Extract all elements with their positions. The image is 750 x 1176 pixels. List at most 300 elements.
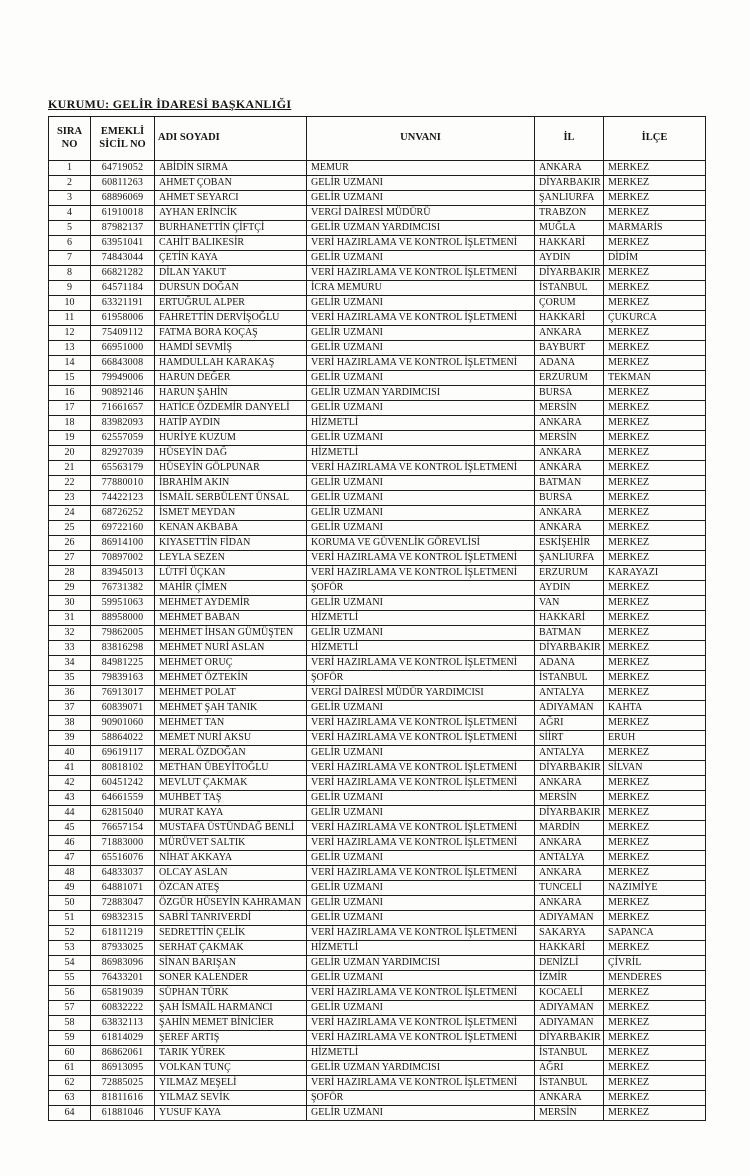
cell-name: İSMET MEYDAN — [155, 506, 307, 521]
cell-title: GELİR UZMANI — [307, 326, 535, 341]
table-row — [49, 206, 706, 221]
cell-district: MERKEZ — [604, 236, 706, 251]
cell-name: VOLKAN TUNÇ — [155, 1061, 307, 1076]
cell-title: GELİR UZMANI — [307, 521, 535, 536]
cell-province: ANKARA — [535, 161, 604, 176]
cell-district: MERKEZ — [604, 671, 706, 686]
personnel-table — [48, 116, 706, 1121]
table-row — [49, 716, 706, 731]
cell-province: DİYARBAKIR — [535, 806, 604, 821]
cell-province: ANTALYA — [535, 686, 604, 701]
cell-title: HİZMETLİ — [307, 641, 535, 656]
cell-province: DENİZLİ — [535, 956, 604, 971]
cell-name: MEHMET AYDEMİR — [155, 596, 307, 611]
cell-sira-no: 51 — [49, 911, 91, 926]
cell-name: MEHMET NURİ ASLAN — [155, 641, 307, 656]
cell-sicil-no: 66821282 — [91, 266, 155, 281]
table-row — [49, 341, 706, 356]
cell-sira-no: 7 — [49, 251, 91, 266]
cell-district: MERKEZ — [604, 626, 706, 641]
table-row — [49, 611, 706, 626]
cell-sira-no: 35 — [49, 671, 91, 686]
cell-sira-no: 50 — [49, 896, 91, 911]
cell-sicil-no: 86862061 — [91, 1046, 155, 1061]
cell-sicil-no: 79862005 — [91, 626, 155, 641]
table-row — [49, 791, 706, 806]
cell-sira-no: 49 — [49, 881, 91, 896]
cell-title: GELİR UZMANI — [307, 911, 535, 926]
cell-district: MERKEZ — [604, 806, 706, 821]
cell-title: GELİR UZMANI — [307, 701, 535, 716]
cell-sira-no: 5 — [49, 221, 91, 236]
cell-sicil-no: 90901060 — [91, 716, 155, 731]
cell-district: MERKEZ — [604, 176, 706, 191]
cell-province: ANKARA — [535, 521, 604, 536]
cell-sicil-no: 76433201 — [91, 971, 155, 986]
header-unvani: UNVANI — [307, 117, 535, 161]
cell-name: BURHANETTİN ÇİFTÇİ — [155, 221, 307, 236]
cell-sira-no: 13 — [49, 341, 91, 356]
table-row — [49, 491, 706, 506]
table-row — [49, 851, 706, 866]
cell-sicil-no: 87933025 — [91, 941, 155, 956]
cell-province: İSTANBUL — [535, 1046, 604, 1061]
cell-title: VERİ HAZIRLAMA VE KONTROL İŞLETMENİ — [307, 986, 535, 1001]
table-row — [49, 776, 706, 791]
cell-sicil-no: 66951000 — [91, 341, 155, 356]
cell-sicil-no: 60832222 — [91, 1001, 155, 1016]
cell-title: HİZMETLİ — [307, 941, 535, 956]
cell-name: HATİP AYDIN — [155, 416, 307, 431]
cell-sira-no: 3 — [49, 191, 91, 206]
cell-province: ANKARA — [535, 836, 604, 851]
cell-province: AYDIN — [535, 581, 604, 596]
cell-district: MERKEZ — [604, 431, 706, 446]
cell-sicil-no: 86913095 — [91, 1061, 155, 1076]
cell-sira-no: 59 — [49, 1031, 91, 1046]
table-row — [49, 731, 706, 746]
cell-title: GELİR UZMANI — [307, 596, 535, 611]
cell-name: ABİDİN SIRMA — [155, 161, 307, 176]
cell-sicil-no: 71883000 — [91, 836, 155, 851]
cell-sira-no: 12 — [49, 326, 91, 341]
cell-province: DİYARBAKIR — [535, 176, 604, 191]
cell-title: VERİ HAZIRLAMA VE KONTROL İŞLETMENİ — [307, 1031, 535, 1046]
cell-district: MERKEZ — [604, 716, 706, 731]
cell-province: ŞANLIURFA — [535, 551, 604, 566]
cell-sira-no: 31 — [49, 611, 91, 626]
cell-sira-no: 52 — [49, 926, 91, 941]
cell-district: MERKEZ — [604, 446, 706, 461]
cell-name: KIYASETTİN FİDAN — [155, 536, 307, 551]
cell-province: DİYARBAKIR — [535, 1031, 604, 1046]
cell-name: ERTUĞRUL ALPER — [155, 296, 307, 311]
cell-name: HARUN ŞAHİN — [155, 386, 307, 401]
cell-sicil-no: 62815040 — [91, 806, 155, 821]
cell-name: YUSUF KAYA — [155, 1106, 307, 1121]
cell-province: ADANA — [535, 656, 604, 671]
cell-name: HÜSEYİN GÖLPUNAR — [155, 461, 307, 476]
cell-name: MEHMET ÖZTEKİN — [155, 671, 307, 686]
cell-district: MERKEZ — [604, 1031, 706, 1046]
cell-district: MERKEZ — [604, 1016, 706, 1031]
cell-sira-no: 42 — [49, 776, 91, 791]
cell-sicil-no: 75409112 — [91, 326, 155, 341]
cell-name: ÖZGÜR HÜSEYİN KAHRAMAN — [155, 896, 307, 911]
cell-title: ŞOFÖR — [307, 671, 535, 686]
cell-province: AĞRI — [535, 716, 604, 731]
cell-title: GELİR UZMANI — [307, 746, 535, 761]
cell-province: ANKARA — [535, 866, 604, 881]
cell-sicil-no: 65819039 — [91, 986, 155, 1001]
table-row — [49, 866, 706, 881]
cell-province: BURSA — [535, 491, 604, 506]
cell-sicil-no: 61814029 — [91, 1031, 155, 1046]
cell-sira-no: 61 — [49, 1061, 91, 1076]
cell-title: GELİR UZMANI — [307, 851, 535, 866]
table-row — [49, 521, 706, 536]
cell-district: MERKEZ — [604, 656, 706, 671]
cell-name: İSMAİL SERBÜLENT ÜNSAL — [155, 491, 307, 506]
cell-sicil-no: 61811219 — [91, 926, 155, 941]
cell-title: GELİR UZMANI — [307, 476, 535, 491]
cell-name: LEYLA SEZEN — [155, 551, 307, 566]
cell-name: ÖZCAN ATEŞ — [155, 881, 307, 896]
cell-title: GELİR UZMANI — [307, 881, 535, 896]
cell-title: GELİR UZMANI — [307, 251, 535, 266]
cell-sicil-no: 74422123 — [91, 491, 155, 506]
cell-name: MAHİR ÇİMEN — [155, 581, 307, 596]
cell-name: MURAT KAYA — [155, 806, 307, 821]
table-row — [49, 896, 706, 911]
cell-sira-no: 19 — [49, 431, 91, 446]
cell-district: ÇİVRİL — [604, 956, 706, 971]
table-row — [49, 956, 706, 971]
cell-province: ANKARA — [535, 416, 604, 431]
cell-sira-no: 38 — [49, 716, 91, 731]
table-row — [49, 401, 706, 416]
table-row — [49, 446, 706, 461]
cell-sira-no: 23 — [49, 491, 91, 506]
cell-province: BATMAN — [535, 626, 604, 641]
cell-title: VERİ HAZIRLAMA VE KONTROL İŞLETMENİ — [307, 776, 535, 791]
cell-sicil-no: 70897002 — [91, 551, 155, 566]
cell-district: MERKEZ — [604, 941, 706, 956]
cell-province: ANKARA — [535, 506, 604, 521]
cell-sira-no: 53 — [49, 941, 91, 956]
cell-sira-no: 39 — [49, 731, 91, 746]
cell-title: GELİR UZMAN YARDIMCISI — [307, 386, 535, 401]
table-row — [49, 281, 706, 296]
cell-title: GELİR UZMANI — [307, 626, 535, 641]
cell-province: DİYARBAKIR — [535, 266, 604, 281]
cell-province: ÇORUM — [535, 296, 604, 311]
cell-sicil-no: 83945013 — [91, 566, 155, 581]
cell-sicil-no: 87982137 — [91, 221, 155, 236]
cell-sira-no: 6 — [49, 236, 91, 251]
cell-sira-no: 40 — [49, 746, 91, 761]
cell-name: DURSUN DOĞAN — [155, 281, 307, 296]
table-row — [49, 911, 706, 926]
cell-sira-no: 11 — [49, 311, 91, 326]
cell-title: HİZMETLİ — [307, 446, 535, 461]
cell-sira-no: 57 — [49, 1001, 91, 1016]
cell-title: GELİR UZMANI — [307, 296, 535, 311]
cell-sicil-no: 79949006 — [91, 371, 155, 386]
cell-district: MERKEZ — [604, 611, 706, 626]
cell-title: VERİ HAZIRLAMA VE KONTROL İŞLETMENİ — [307, 551, 535, 566]
cell-district: MERKEZ — [604, 596, 706, 611]
table-row — [49, 671, 706, 686]
cell-district: KAHTA — [604, 701, 706, 716]
cell-title: VERGİ DAİRESİ MÜDÜR YARDIMCISI — [307, 686, 535, 701]
cell-name: MÜRÜVET SALTIK — [155, 836, 307, 851]
table-row — [49, 461, 706, 476]
cell-sira-no: 27 — [49, 551, 91, 566]
table-row — [49, 1076, 706, 1091]
cell-sira-no: 9 — [49, 281, 91, 296]
cell-title: VERİ HAZIRLAMA VE KONTROL İŞLETMENİ — [307, 866, 535, 881]
table-row — [49, 641, 706, 656]
table-row — [49, 1001, 706, 1016]
cell-sicil-no: 72885025 — [91, 1076, 155, 1091]
cell-sicil-no: 77880010 — [91, 476, 155, 491]
cell-sira-no: 41 — [49, 761, 91, 776]
cell-name: HAMDULLAH KARAKAŞ — [155, 356, 307, 371]
cell-title: ŞOFÖR — [307, 1091, 535, 1106]
cell-district: MERKEZ — [604, 896, 706, 911]
cell-sicil-no: 60811263 — [91, 176, 155, 191]
cell-province: ANKARA — [535, 896, 604, 911]
cell-sira-no: 55 — [49, 971, 91, 986]
cell-sira-no: 22 — [49, 476, 91, 491]
table-row — [49, 1061, 706, 1076]
cell-district: MERKEZ — [604, 281, 706, 296]
cell-name: MEHMET BABAN — [155, 611, 307, 626]
cell-sira-no: 24 — [49, 506, 91, 521]
cell-name: MEHMET TAN — [155, 716, 307, 731]
cell-name: LÜTFİ ÜÇKAN — [155, 566, 307, 581]
cell-district: NAZIMİYE — [604, 881, 706, 896]
cell-sira-no: 46 — [49, 836, 91, 851]
cell-title: VERİ HAZIRLAMA VE KONTROL İŞLETMENİ — [307, 731, 535, 746]
cell-title: GELİR UZMANI — [307, 971, 535, 986]
cell-name: MEHMET ŞAH TANIK — [155, 701, 307, 716]
cell-sicil-no: 71661657 — [91, 401, 155, 416]
cell-name: SONER KALENDER — [155, 971, 307, 986]
cell-province: İSTANBUL — [535, 281, 604, 296]
table-row — [49, 926, 706, 941]
cell-district: KARAYAZI — [604, 566, 706, 581]
cell-title: ŞOFÖR — [307, 581, 535, 596]
cell-province: ANKARA — [535, 776, 604, 791]
cell-sira-no: 28 — [49, 566, 91, 581]
table-row — [49, 251, 706, 266]
cell-province: ANKARA — [535, 326, 604, 341]
cell-sicil-no: 84981225 — [91, 656, 155, 671]
cell-district: MERKEZ — [604, 386, 706, 401]
cell-name: HÜSEYİN DAĞ — [155, 446, 307, 461]
cell-name: MEHMET POLAT — [155, 686, 307, 701]
cell-district: MERKEZ — [604, 1046, 706, 1061]
table-row — [49, 266, 706, 281]
header-emekli-sicil-no: EMEKLİ SİCİL NO — [91, 117, 155, 161]
cell-sicil-no: 69722160 — [91, 521, 155, 536]
cell-name: ÇETİN KAYA — [155, 251, 307, 266]
cell-sicil-no: 68896069 — [91, 191, 155, 206]
cell-name: SİNAN BARIŞAN — [155, 956, 307, 971]
table-row — [49, 626, 706, 641]
cell-sira-no: 2 — [49, 176, 91, 191]
table-body — [49, 161, 706, 1121]
cell-province: VAN — [535, 596, 604, 611]
table-row — [49, 656, 706, 671]
cell-province: İZMİR — [535, 971, 604, 986]
cell-sira-no: 60 — [49, 1046, 91, 1061]
cell-sicil-no: 63951041 — [91, 236, 155, 251]
cell-province: BATMAN — [535, 476, 604, 491]
cell-sicil-no: 64719052 — [91, 161, 155, 176]
table-row — [49, 701, 706, 716]
cell-district: MERKEZ — [604, 986, 706, 1001]
cell-sira-no: 37 — [49, 701, 91, 716]
cell-title: HİZMETLİ — [307, 416, 535, 431]
cell-province: MERSİN — [535, 431, 604, 446]
cell-name: KENAN AKBABA — [155, 521, 307, 536]
cell-district: ERUH — [604, 731, 706, 746]
cell-province: İSTANBUL — [535, 671, 604, 686]
cell-sira-no: 36 — [49, 686, 91, 701]
table-row — [49, 581, 706, 596]
cell-province: SİİRT — [535, 731, 604, 746]
cell-district: MENDERES — [604, 971, 706, 986]
cell-province: HAKKARİ — [535, 611, 604, 626]
cell-district: MERKEZ — [604, 536, 706, 551]
cell-sicil-no: 61958006 — [91, 311, 155, 326]
cell-sira-no: 29 — [49, 581, 91, 596]
cell-name: HURİYE KUZUM — [155, 431, 307, 446]
cell-sicil-no: 76657154 — [91, 821, 155, 836]
cell-sira-no: 54 — [49, 956, 91, 971]
cell-sira-no: 45 — [49, 821, 91, 836]
cell-district: DİDİM — [604, 251, 706, 266]
cell-title: VERİ HAZIRLAMA VE KONTROL İŞLETMENİ — [307, 821, 535, 836]
cell-district: MERKEZ — [604, 506, 706, 521]
cell-province: HAKKARİ — [535, 236, 604, 251]
table-row — [49, 821, 706, 836]
cell-province: KOCAELİ — [535, 986, 604, 1001]
table-row — [49, 761, 706, 776]
cell-title: İCRA MEMURU — [307, 281, 535, 296]
cell-district: MERKEZ — [604, 206, 706, 221]
cell-district: MERKEZ — [604, 191, 706, 206]
cell-sira-no: 43 — [49, 791, 91, 806]
cell-sicil-no: 64833037 — [91, 866, 155, 881]
cell-district: ÇUKURCA — [604, 311, 706, 326]
cell-sicil-no: 59951063 — [91, 596, 155, 611]
cell-sira-no: 8 — [49, 266, 91, 281]
cell-province: SAKARYA — [535, 926, 604, 941]
cell-sicil-no: 86914100 — [91, 536, 155, 551]
cell-province: HAKKARİ — [535, 941, 604, 956]
cell-sicil-no: 86983096 — [91, 956, 155, 971]
table-row — [49, 371, 706, 386]
cell-title: GELİR UZMANI — [307, 431, 535, 446]
cell-name: CAHİT BALIKESİR — [155, 236, 307, 251]
cell-title: GELİR UZMANI — [307, 1106, 535, 1121]
cell-sira-no: 4 — [49, 206, 91, 221]
cell-name: YILMAZ SEVİK — [155, 1091, 307, 1106]
table-row — [49, 1106, 706, 1121]
cell-sicil-no: 64661559 — [91, 791, 155, 806]
cell-title: VERİ HAZIRLAMA VE KONTROL İŞLETMENİ — [307, 356, 535, 371]
cell-province: MERSİN — [535, 1106, 604, 1121]
cell-title: GELİR UZMANI — [307, 806, 535, 821]
cell-name: SÜPHAN TÜRK — [155, 986, 307, 1001]
cell-district: MERKEZ — [604, 476, 706, 491]
cell-province: BURSA — [535, 386, 604, 401]
cell-province: TUNCELİ — [535, 881, 604, 896]
table-row — [49, 176, 706, 191]
cell-title: GELİR UZMANI — [307, 371, 535, 386]
cell-sicil-no: 65516076 — [91, 851, 155, 866]
table-row — [49, 476, 706, 491]
cell-district: MERKEZ — [604, 296, 706, 311]
table-row — [49, 161, 706, 176]
header-sira-no: SIRA NO — [49, 117, 91, 161]
cell-title: GELİR UZMAN YARDIMCISI — [307, 221, 535, 236]
cell-title: VERİ HAZIRLAMA VE KONTROL İŞLETMENİ — [307, 761, 535, 776]
cell-sira-no: 47 — [49, 851, 91, 866]
table-row — [49, 386, 706, 401]
cell-name: OLCAY ASLAN — [155, 866, 307, 881]
cell-title: VERİ HAZIRLAMA VE KONTROL İŞLETMENİ — [307, 656, 535, 671]
cell-title: HİZMETLİ — [307, 1046, 535, 1061]
cell-title: VERİ HAZIRLAMA VE KONTROL İŞLETMENİ — [307, 926, 535, 941]
cell-sicil-no: 61910018 — [91, 206, 155, 221]
cell-name: SABRİ TANRIVERDİ — [155, 911, 307, 926]
cell-name: METHAN ÜBEYİTOĞLU — [155, 761, 307, 776]
cell-district: MERKEZ — [604, 401, 706, 416]
cell-name: FATMA BORA KOÇAŞ — [155, 326, 307, 341]
cell-sira-no: 58 — [49, 1016, 91, 1031]
cell-district: MERKEZ — [604, 866, 706, 881]
cell-sicil-no: 64571184 — [91, 281, 155, 296]
cell-name: ŞAH İSMAİL HARMANCI — [155, 1001, 307, 1016]
cell-sicil-no: 69619117 — [91, 746, 155, 761]
cell-district: MERKEZ — [604, 581, 706, 596]
cell-sicil-no: 83816298 — [91, 641, 155, 656]
cell-sicil-no: 83982093 — [91, 416, 155, 431]
cell-province: DİYARBAKIR — [535, 641, 604, 656]
table-row — [49, 806, 706, 821]
cell-district: MERKEZ — [604, 791, 706, 806]
cell-district: SAPANCA — [604, 926, 706, 941]
cell-title: VERİ HAZIRLAMA VE KONTROL İŞLETMENİ — [307, 1016, 535, 1031]
cell-district: MERKEZ — [604, 686, 706, 701]
cell-district: TEKMAN — [604, 371, 706, 386]
cell-name: MERAL ÖZDOĞAN — [155, 746, 307, 761]
cell-title: VERİ HAZIRLAMA VE KONTROL İŞLETMENİ — [307, 236, 535, 251]
cell-sicil-no: 76731382 — [91, 581, 155, 596]
cell-name: ŞAHİN MEMET BİNİCİER — [155, 1016, 307, 1031]
cell-sira-no: 25 — [49, 521, 91, 536]
cell-name: DİLAN YAKUT — [155, 266, 307, 281]
cell-title: GELİR UZMANI — [307, 896, 535, 911]
cell-name: HATİCE ÖZDEMİR DANYELİ — [155, 401, 307, 416]
cell-name: MUHBET TAŞ — [155, 791, 307, 806]
cell-district: MERKEZ — [604, 776, 706, 791]
